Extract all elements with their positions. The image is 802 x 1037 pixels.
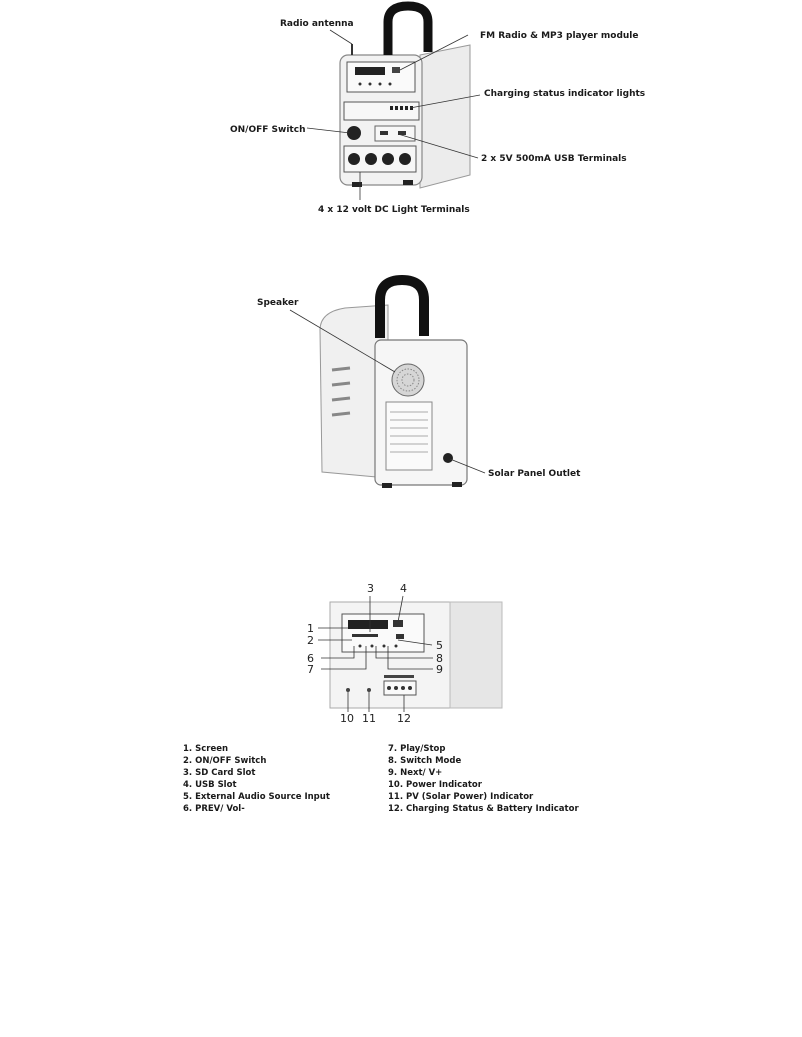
label-speaker: Speaker	[257, 298, 299, 308]
label-on-off-switch: ON/OFF Switch	[230, 125, 306, 135]
callout-11: 11	[362, 712, 376, 725]
label-charging-lights: Charging status indicator lights	[484, 89, 646, 99]
callout-12: 12	[397, 712, 411, 725]
legend-item: 10. Power Indicator	[388, 780, 482, 790]
label-radio-antenna: Radio antenna	[280, 19, 354, 29]
callout-4: 4	[400, 582, 407, 595]
label-fm-module: FM Radio & MP3 player module	[480, 31, 639, 41]
callout-10: 10	[340, 712, 354, 725]
callout-2: 2	[307, 634, 314, 647]
legend-item: 6. PREV/ Vol-	[183, 804, 245, 814]
legend-item: 7. Play/Stop	[388, 744, 446, 754]
legend-item: 11. PV (Solar Power) Indicator	[388, 792, 534, 802]
legend-item: 3. SD Card Slot	[183, 768, 256, 778]
callout-6: 6	[307, 652, 314, 665]
legend-right-column	[388, 743, 579, 815]
label-solar-outlet: Solar Panel Outlet	[488, 469, 581, 479]
callout-3: 3	[367, 582, 374, 595]
legend-item: 8. Switch Mode	[388, 756, 462, 766]
callout-7: 7	[307, 663, 314, 676]
label-dc-terminals: 4 x 12 volt DC Light Terminals	[318, 205, 470, 215]
callout-9: 9	[436, 663, 443, 676]
legend-item: 5. External Audio Source Input	[183, 792, 330, 802]
legend-item: 4. USB Slot	[183, 780, 237, 790]
label-usb-terminals: 2 x 5V 500mA USB Terminals	[481, 154, 627, 164]
legend-left-column	[183, 743, 330, 815]
callout-8: 8	[436, 652, 443, 665]
callout-5: 5	[436, 639, 443, 652]
legend-item: 9. Next/ V+	[388, 768, 443, 778]
legend-item: 12. Charging Status & Battery Indicator	[388, 804, 579, 814]
legend-item: 1. Screen	[183, 744, 229, 754]
legend-item: 2. ON/OFF Switch	[183, 756, 267, 766]
callout-1: 1	[307, 622, 314, 635]
